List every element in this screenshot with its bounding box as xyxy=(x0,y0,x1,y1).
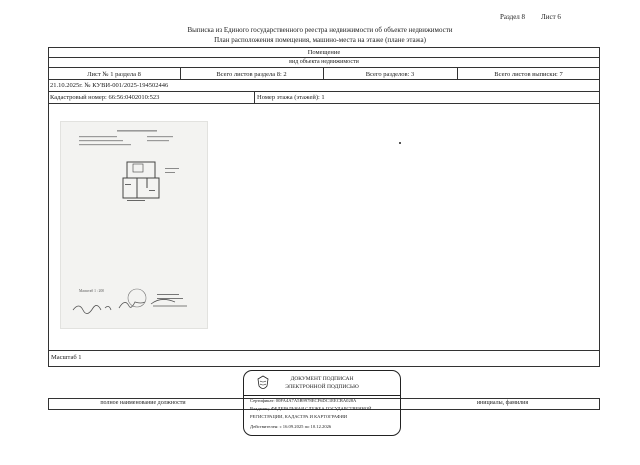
stamp-line2: ЭЛЕКТРОННОЙ ПОДПИСЬЮ xyxy=(285,384,359,390)
scale-label: Масштаб 1 xyxy=(51,354,82,361)
page-subtitle: План расположения помещения, машино-места на этаже (плане этажа) xyxy=(214,36,426,44)
electronic-signature-stamp xyxy=(243,370,401,436)
floor-number: Номер этажа (этажей): 1 xyxy=(257,94,325,101)
section-number: Раздел 8 xyxy=(500,13,526,21)
page-title: Выписка из Единого государственного реестра недвижимости об объекте недвижимости xyxy=(187,26,453,34)
stamp-owner: Владелец: ФЕДЕРАЛЬНАЯ СЛУЖБА ГОСУДАРСТВЕННОЙ xyxy=(250,406,372,411)
position-caption: полное наименование должности xyxy=(100,400,186,406)
scan-scale-text: Масштаб 1 : 200 xyxy=(79,289,105,293)
cadastral-number: Кадастровый номер: 66:56:0402010:523 xyxy=(50,94,160,101)
initials-caption: инициалы, фамилия xyxy=(476,400,529,406)
stamp-owner2: РЕГИСТРАЦИИ, КАДАСТРА И КАРТОГРАФИИ xyxy=(250,414,348,419)
floor-plan-scan xyxy=(60,121,208,329)
total-sections: Всего разделов: 3 xyxy=(365,71,415,78)
sheet-number: Лист 6 xyxy=(541,13,561,21)
object-type-caption: вид объекта недвижимости xyxy=(289,59,359,65)
sheet-no: Лист № 1 раздела 8 xyxy=(87,71,141,78)
stamp-line1: ДОКУМЕНТ ПОДПИСАН xyxy=(290,376,354,382)
document-number: 21.10.2025г. № КУВИ-001/2025-194502446 xyxy=(50,82,169,89)
stamp-cert: Сертификат: 00FA4A7A5B9978ECF6DC1EECBA028A xyxy=(250,398,357,403)
stamp-valid: Действителен: с 16.09.2025 по 10.12.2026 xyxy=(250,424,332,429)
plan-dot xyxy=(399,142,401,144)
sheets-in-section: Всего листов раздела 8: 2 xyxy=(216,71,287,78)
object-type: Помещение xyxy=(307,49,341,56)
total-sheets: Всего листов выписки: 7 xyxy=(494,71,563,78)
